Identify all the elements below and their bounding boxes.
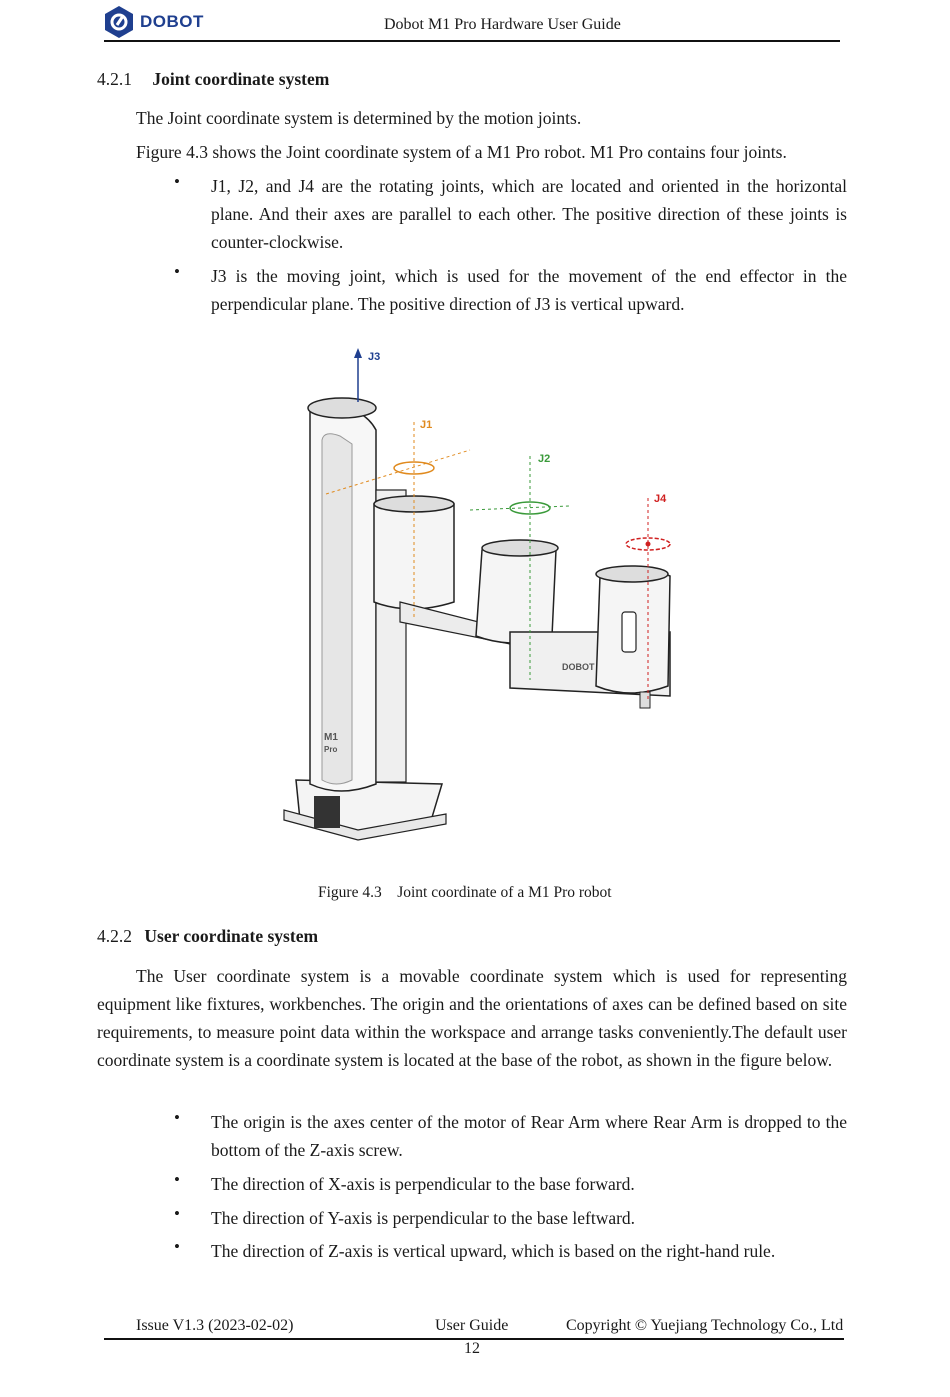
- front-arm-joint: [476, 542, 556, 643]
- j4-cap: [596, 566, 668, 582]
- list-item: J3 is the moving joint, which is used for the movement of the end effector in the perpendicular plane. The positive direction of J3 is vertical upward.: [211, 266, 847, 314]
- robot-joint-diagram: [270, 340, 690, 870]
- j1-label: J1: [420, 419, 433, 431]
- section-title: User coordinate system: [144, 926, 319, 946]
- end-effector-shaft: [640, 692, 650, 708]
- section-title: Joint coordinate system: [152, 69, 330, 89]
- dobot-logo-icon: [104, 5, 134, 39]
- list-item: The direction of Z-axis is vertical upward, which is based on the right-hand rule.: [211, 1241, 776, 1261]
- section-number: 4.2.2: [97, 926, 132, 946]
- list-item: The direction of Y-axis is perpendicular to the base leftward.: [211, 1208, 636, 1228]
- bullet-marker: •: [174, 1237, 180, 1256]
- list-item: The origin is the axes center of the motor of Rear Arm where Rear Arm is dropped to the bottom of the Z-axis screw.: [211, 1112, 847, 1160]
- footer-issue: Issue V1.3 (2023-02-02): [136, 1317, 294, 1334]
- section-number: 4.2.1: [97, 69, 132, 89]
- list-item: The direction of X-axis is perpendicular to the base forward.: [211, 1174, 635, 1194]
- j4-label: J4: [654, 493, 667, 505]
- brand-name: DOBOT: [140, 12, 204, 31]
- model-mark: M1: [324, 732, 338, 743]
- section-heading-4-2-2: [97, 926, 318, 947]
- list-item: J1, J2, and J4 are the rotating joints, which are located and oriented in the horizontal plane. And their axes are parallel to each other. The positive direction of these joints is counter-clockwise.: [211, 176, 847, 252]
- column-top: [308, 398, 376, 418]
- bullet-marker: •: [174, 172, 180, 191]
- arm-brand-label: DOBOT: [562, 662, 595, 672]
- dobot-logo: [104, 4, 224, 40]
- paragraph: The Joint coordinate system is determined by the motion joints.: [136, 108, 582, 128]
- bullet-marker: •: [174, 1204, 180, 1223]
- figure-caption: Figure 4.3 Joint coordinate of a M1 Pro robot: [318, 884, 612, 901]
- j2-label: J2: [538, 453, 551, 465]
- bullet-marker: •: [174, 262, 180, 281]
- base-vent: [314, 796, 340, 828]
- footer-copyright: Copyright © Yuejiang Technology Co., Ltd: [566, 1317, 844, 1334]
- indicator-window: [622, 612, 636, 652]
- j2-cap: [482, 540, 558, 556]
- j2-plane-line: [470, 506, 570, 510]
- document-title: Dobot M1 Pro Hardware User Guide: [384, 16, 621, 33]
- section-heading-4-2-1: [97, 69, 329, 90]
- model-sub-mark: Pro: [324, 745, 338, 754]
- bullet-marker: •: [174, 1170, 180, 1189]
- page-number: 12: [464, 1340, 480, 1357]
- j4-center-icon: [646, 542, 651, 547]
- paragraph: The User coordinate system is a movable coordinate system which is used for representing equipment like fixtures, workbenches. The origin and the orientations of axes can be defined based on site requirements, to measure point data within the workspace and arrange tasks conveniently.The default user coordinate system is a coordinate system is located at the base of the robot, as shown in the figure below.: [97, 966, 847, 1070]
- paragraph: Figure 4.3 shows the Joint coordinate system of a M1 Pro robot. M1 Pro contains four joints.: [136, 142, 787, 162]
- footer-doc-type: User Guide: [435, 1317, 509, 1334]
- header-divider: [104, 40, 840, 42]
- bullet-marker: •: [174, 1108, 180, 1127]
- j1-cap: [374, 496, 454, 512]
- j3-label: J3: [368, 351, 381, 363]
- j3-arrow-icon: [354, 348, 362, 358]
